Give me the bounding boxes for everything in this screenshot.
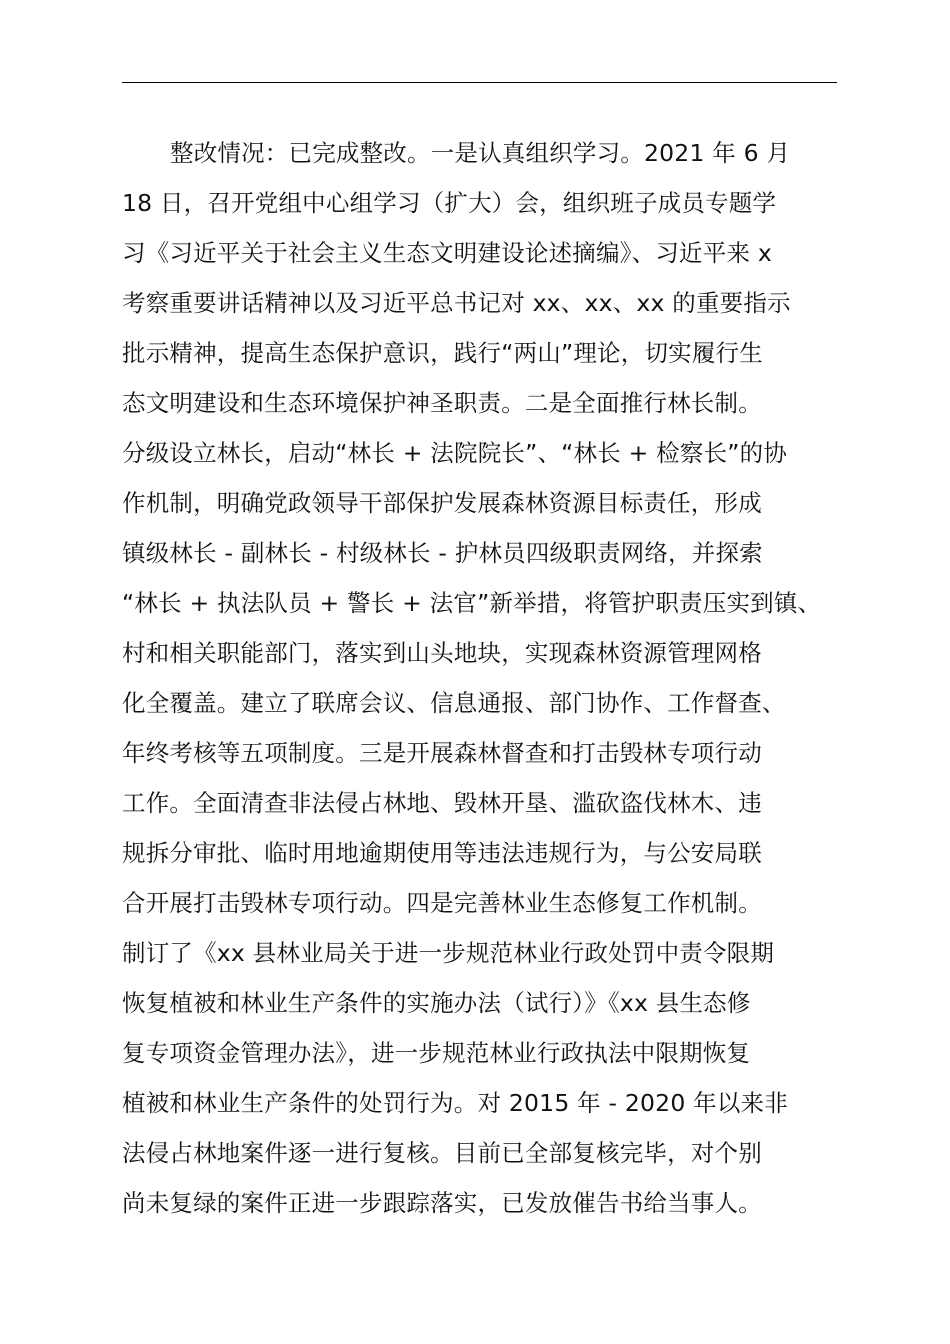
document-body — [122, 128, 842, 1228]
text-line-16: 合开展打击毁林专项行动。四是完善林业生态修复工作机制。 — [122, 889, 762, 917]
header-rule — [122, 82, 837, 83]
text-line-5: 批示精神，提高生态保护意识，践行“两山”理论，切实履行生 — [122, 339, 763, 367]
text-line-7: 分级设立林长，启动“林长 + 法院院长”、“林长 + 检察长”的协 — [122, 439, 788, 467]
text-line-6: 态文明建设和生态环境保护神圣职责。二是全面推行林长制。 — [122, 389, 762, 417]
text-line-10: “林长 + 执法队员 + 警长 + 法官”新举措，将管护职责压实到镇、 — [122, 589, 822, 617]
text-line-12: 化全覆盖。建立了联席会议、信息通报、部门协作、工作督查、 — [122, 689, 786, 717]
text-line-3: 习《习近平关于社会主义生态文明建设论述摘编》、习近平来 x — [122, 239, 772, 267]
text-line-1: 整改情况：已完成整改。一是认真组织学习。2021 年 6 月 — [170, 139, 791, 167]
text-line-17: 制订了《xx 县林业局关于进一步规范林业行政处罚中责令限期 — [122, 939, 775, 967]
text-line-21: 法侵占林地案件逐一进行复核。目前已全部复核完毕，对个别 — [122, 1139, 762, 1167]
text-line-19: 复专项资金管理办法》，进一步规范林业行政执法中限期恢复 — [122, 1039, 751, 1067]
text-line-15: 规拆分审批、临时用地逾期使用等违法违规行为，与公安局联 — [122, 839, 762, 867]
text-line-4: 考察重要讲话精神以及习近平总书记对 xx、xx、xx 的重要指示 — [122, 289, 791, 317]
text-line-2: 18 日，召开党组中心组学习（扩大）会，组织班子成员专题学 — [122, 189, 777, 217]
text-line-22: 尚未复绿的案件正进一步跟踪落实，已发放催告书给当事人。 — [122, 1189, 762, 1217]
text-line-20: 植被和林业生产条件的处罚行为。对 2015 年 - 2020 年以来非 — [122, 1089, 788, 1117]
text-line-14: 工作。全面清查非法侵占林地、毁林开垦、滥砍盗伐林木、违 — [122, 789, 762, 817]
text-line-8: 作机制，明确党政领导干部保护发展森林资源目标责任，形成 — [122, 489, 762, 517]
text-line-11: 村和相关职能部门，落实到山头地块，实现森林资源管理网格 — [122, 639, 762, 667]
text-line-13: 年终考核等五项制度。三是开展森林督查和打击毁林专项行动 — [122, 739, 762, 767]
text-line-18: 恢复植被和林业生产条件的实施办法（试行）》《xx 县生态修 — [122, 989, 751, 1017]
text-line-9: 镇级林长 - 副林长 - 村级林长 - 护林员四级职责网络，并探索 — [122, 539, 763, 567]
